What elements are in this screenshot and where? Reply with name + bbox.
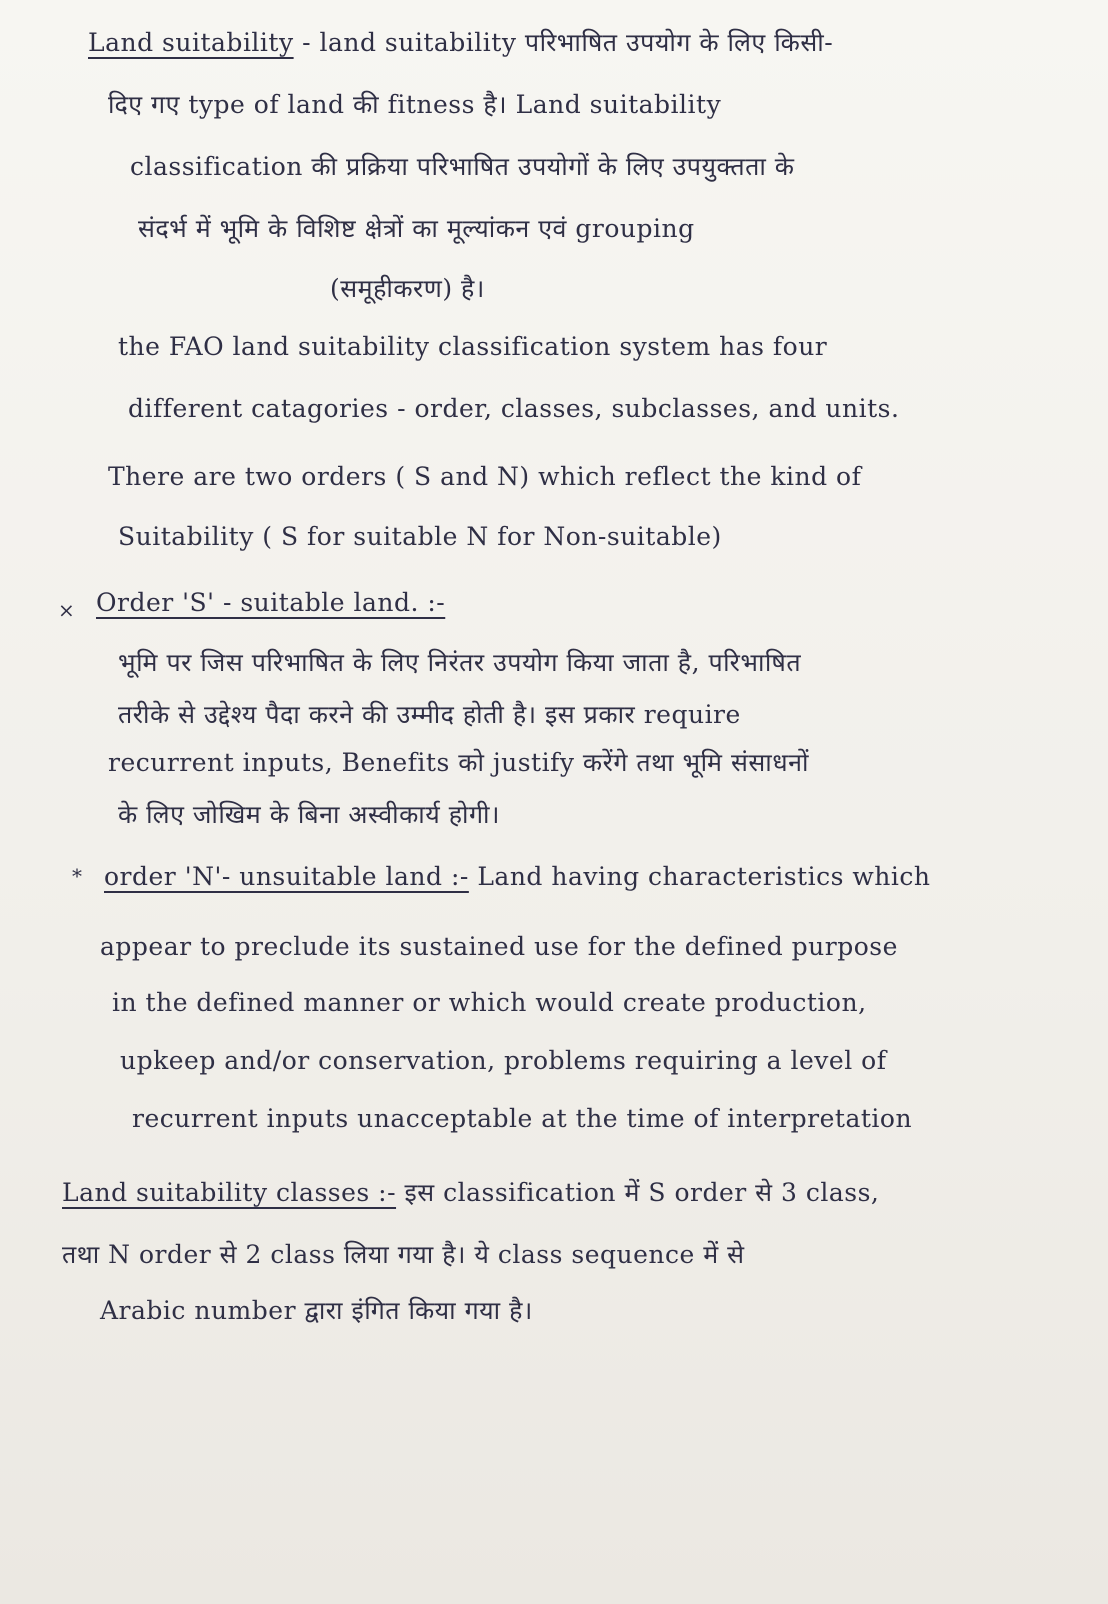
bullet-mark: * — [72, 864, 82, 888]
note-line: के लिए जोखिम के बिना अस्वीकार्य होगी। — [118, 800, 500, 829]
text-fragment: Land having characteristics which — [477, 862, 931, 891]
note-line: संदर्भ में भूमि के विशिष्ट क्षेत्रों का मूल्यांकन एवं grouping — [138, 214, 695, 243]
classes-heading: Land suitability classes :- — [62, 1178, 397, 1207]
bullet-mark: × — [58, 598, 75, 622]
note-line: in the defined manner or which would create production, — [112, 988, 867, 1017]
note-line — [88, 28, 833, 58]
note-line: भूमि पर जिस परिभाषित के लिए निरंतर उपयोग किया जाता है, परिभाषित — [118, 648, 802, 677]
note-line: upkeep and/or conservation, problems requiring a level of — [120, 1046, 887, 1075]
note-line: तथा N order से 2 class लिया गया है। ये class sequence में से — [62, 1240, 745, 1269]
note-line: (समूहीकरण) है। — [330, 274, 485, 303]
note-line: Suitability ( S for suitable N for Non-suitable) — [118, 522, 722, 551]
note-line: recurrent inputs, Benefits को justify करेंगे तथा भूमि संसाधनों — [108, 748, 809, 777]
text-fragment: - land suitability परिभाषित उपयोग के लिए किसी- — [302, 28, 834, 57]
text-fragment: इस classification में S order से 3 class, — [404, 1178, 880, 1207]
note-line — [62, 1178, 879, 1208]
note-line: recurrent inputs unacceptable at the time of interpretation — [132, 1104, 913, 1133]
note-line: appear to preclude its sustained use for the defined purpose — [100, 932, 898, 961]
note-line: Arabic number द्वारा इंगित किया गया है। — [100, 1296, 533, 1325]
note-line: दिए गए type of land की fitness है। Land suitability — [108, 90, 722, 119]
order-s-heading: Order 'S' - suitable land. :- — [96, 588, 446, 617]
note-line: different catagories - order, classes, subclasses, and units. — [128, 394, 900, 423]
section-heading-land-suitability: Land suitability — [88, 28, 294, 57]
note-line: तरीके से उद्देश्य पैदा करने की उम्मीद होती है। इस प्रकार require — [118, 700, 741, 729]
note-line: There are two orders ( S and N) which reflect the kind of — [108, 462, 862, 491]
note-line: the FAO land suitability classification system has four — [118, 332, 828, 361]
note-line: classification की प्रक्रिया परिभाषित उपयोगों के लिए उपयुक्तता के — [130, 152, 795, 181]
order-n-heading: order 'N'- unsuitable land :- — [104, 862, 469, 891]
note-line — [104, 862, 930, 892]
